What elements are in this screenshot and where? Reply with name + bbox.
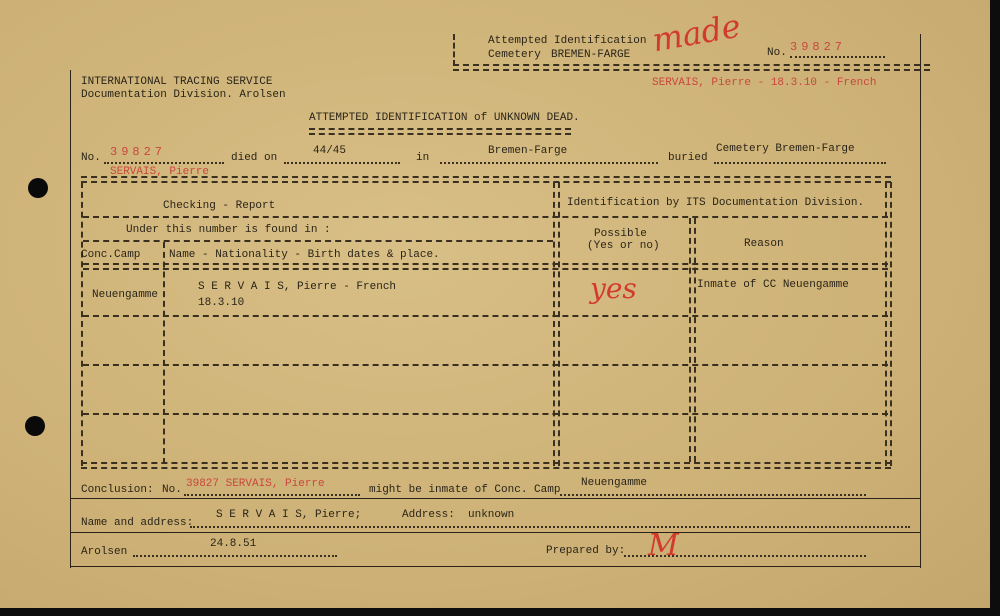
subheading-rule-left — [83, 240, 553, 242]
row1-reason: Inmate of CC Neuengamme — [697, 279, 849, 291]
conclusion-no-label: No. — [162, 484, 182, 496]
subject-red: SERVAIS, Pierre - 18.3.10 - French — [652, 77, 877, 89]
prepared-by-signature: M — [648, 528, 679, 563]
died-on-label: died on — [231, 152, 278, 164]
address-label: Address: — [402, 509, 455, 521]
col-header-name: Name - Nationality - Birth dates & place. — [169, 249, 440, 261]
record-no-label: No. — [81, 152, 101, 164]
buried-label: buried — [668, 152, 708, 164]
col-header-reason: Reason — [744, 238, 784, 250]
name-address-rule — [70, 532, 920, 533]
in-dots — [440, 162, 658, 164]
identification-heading: Identification by ITS Documentation Division. — [567, 197, 865, 209]
buried-value: Cemetery Bremen-Farge — [716, 143, 855, 155]
row1-name: S E R V A I S, Pierre - French — [198, 281, 397, 293]
header-no-value: 39827 — [790, 40, 847, 54]
checking-report-heading: Checking - Report — [163, 200, 276, 212]
buried-dots — [714, 162, 886, 164]
row-rule-2 — [83, 364, 888, 366]
header-row-rule — [83, 263, 888, 270]
document-title: ATTEMPTED IDENTIFICATION of UNKNOWN DEAD. — [309, 112, 580, 124]
conclusion-camp: Neuengamme — [581, 477, 648, 489]
name-address-label: Name and address: — [81, 517, 194, 529]
row1-camp: Neuengamme — [92, 289, 159, 301]
col-header-possible-2: (Yes or no) — [587, 240, 660, 252]
header-no-label: No. — [767, 47, 787, 59]
died-on-value: 44/45 — [313, 145, 347, 157]
conclusion-middle: might be inmate of Conc. Camp — [369, 484, 561, 496]
table-top-border — [81, 176, 891, 183]
possible-col-divider — [689, 218, 696, 462]
record-name-red: SERVAIS, Pierre — [110, 166, 210, 178]
footer-rule — [70, 566, 920, 567]
record-no-dots — [104, 162, 224, 164]
scan-edge-right — [990, 0, 1000, 616]
card-right-rule — [920, 34, 921, 568]
handwritten-made: made — [649, 6, 744, 60]
table-bottom-border — [81, 462, 891, 469]
record-no-value: 39827 — [110, 145, 167, 159]
heading-rule — [83, 216, 888, 218]
its-line2: Documentation Division. Arolsen — [81, 89, 286, 101]
header-cemetery-value: BREMEN-FARGE — [551, 49, 631, 61]
footer-date-dots — [133, 555, 337, 557]
punch-hole-bottom — [25, 416, 45, 436]
name-address-name: S E R V A I S, Pierre; — [216, 509, 362, 521]
row1-birth: 18.3.10 — [198, 297, 245, 309]
footer-place: Arolsen — [81, 546, 128, 558]
conclusion-rule — [70, 498, 920, 499]
col-header-camp: Conc.Camp — [81, 249, 141, 261]
header-line1: Attempted Identification — [488, 35, 647, 47]
header-no-dots — [790, 56, 885, 58]
row1-possible-handwritten: yes — [590, 272, 637, 305]
name-address-dots — [190, 526, 910, 528]
header-box-bottom-border — [453, 64, 930, 71]
died-on-dots — [284, 162, 400, 164]
in-label: in — [416, 152, 430, 164]
table-right-border — [885, 182, 892, 466]
header-cemetery-label: Cemetery — [488, 49, 541, 61]
footer-date: 24.8.51 — [210, 538, 257, 550]
header-box-left-border — [453, 34, 455, 66]
card-left-rule — [70, 70, 71, 568]
table-left-border — [81, 182, 83, 466]
prepared-by-label: Prepared by: — [546, 545, 626, 557]
conclusion-label: Conclusion: — [81, 484, 154, 496]
row-rule-1 — [83, 315, 888, 317]
its-line1: INTERNATIONAL TRACING SERVICE — [81, 76, 273, 88]
prepared-by-dots — [624, 555, 866, 557]
address-value: unknown — [468, 509, 515, 521]
table-middle-divider — [553, 182, 560, 466]
punch-hole-top — [28, 178, 48, 198]
conclusion-no-dots — [184, 494, 360, 496]
conclusion-camp-dots — [560, 494, 866, 496]
conclusion-no-red: 39827 SERVAIS, Pierre — [186, 478, 325, 490]
under-number-text: Under this number is found in : — [126, 224, 331, 236]
col-header-possible-1: Possible — [594, 228, 647, 240]
scan-edge-bottom — [0, 608, 1000, 616]
title-underline — [309, 128, 571, 135]
row-rule-3 — [83, 413, 888, 415]
camp-col-divider — [163, 242, 165, 464]
in-value: Bremen-Farge — [488, 145, 568, 157]
